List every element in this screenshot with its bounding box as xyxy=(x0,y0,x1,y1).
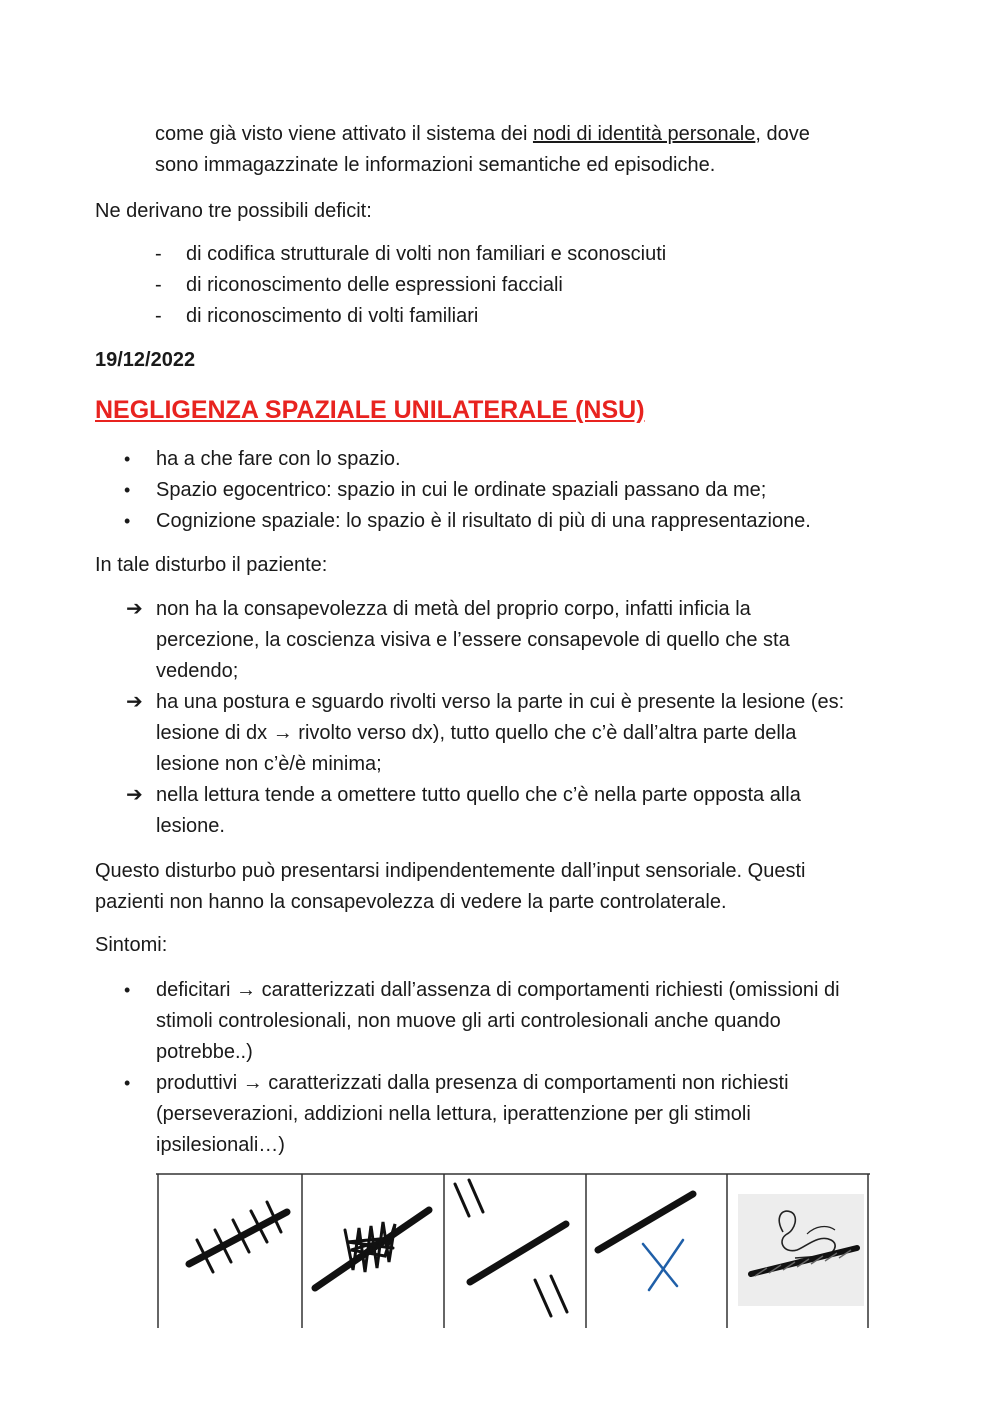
intro-line-1 xyxy=(155,119,810,150)
neglect-examples-figure xyxy=(155,1172,871,1328)
arrow-right-icon: ➔ xyxy=(126,784,143,806)
drawing-sample-example xyxy=(738,1194,864,1306)
list-item: Cognizione spaziale: lo spazio è il risultato di più di una rappresentazione. xyxy=(156,510,811,532)
list-item-line: (perseverazioni, addizioni nella lettura, iperattenzione per gli stimoli xyxy=(156,1103,751,1125)
intro-line-2: sono immagazzinate le informazioni semantiche ed episodiche. xyxy=(155,154,716,176)
list-item-line: ipsilesionali…) xyxy=(156,1134,285,1156)
list-item: Spazio egocentrico: spazio in cui le ordinate spaziali passano da me; xyxy=(156,479,767,501)
dash-marker: - xyxy=(155,305,162,327)
paragraph-line: Questo disturbo può presentarsi indipendentemente dall’input sensoriale. Questi xyxy=(95,860,806,882)
bullet-icon: • xyxy=(124,980,131,1000)
list-item-line: vedendo; xyxy=(156,660,239,682)
list-item-line: potrebbe..) xyxy=(156,1041,253,1063)
list-item-line: nella lettura tende a omettere tutto quello che c’è nella parte opposta alla xyxy=(156,784,801,806)
list-item-line: ha una postura e sguardo rivolti verso la parte in cui è presente la lesione (es: xyxy=(156,691,845,713)
list-item: di riconoscimento di volti familiari xyxy=(186,305,479,327)
bullet-icon: • xyxy=(124,480,131,500)
scribbled-crossing-example xyxy=(315,1210,429,1288)
section-title: NEGLIGENZA SPAZIALE UNILATERALE (NSU) xyxy=(95,396,645,424)
lecture-date: 19/12/2022 xyxy=(95,349,196,371)
list-item-line: deficitari → caratterizzati dall’assenza di comportamenti richiesti (omissioni di xyxy=(156,979,840,1001)
displaced-marks-example xyxy=(455,1180,567,1316)
cross-mark-example xyxy=(598,1194,693,1290)
list-item-line: non ha la consapevolezza di metà del proprio corpo, infatti inficia la xyxy=(156,598,751,620)
list-item-line: produttivi → caratterizzati dalla presenza di comportamenti non richiesti xyxy=(156,1072,789,1094)
arrow-right-icon: ➔ xyxy=(126,598,143,620)
list-item-line: lesione. xyxy=(156,815,225,837)
list-item: di riconoscimento delle espressioni facciali xyxy=(186,274,563,296)
symptoms-intro: Sintomi: xyxy=(95,934,168,956)
perseveration-crossing-example xyxy=(189,1202,287,1272)
list-item: di codifica strutturale di volti non familiari e sconosciuti xyxy=(186,243,667,265)
intro-text-end: , dove xyxy=(755,123,810,145)
bullet-icon: • xyxy=(124,511,131,531)
dash-marker: - xyxy=(155,274,162,296)
intro-text: come già visto viene attivato il sistema dei xyxy=(155,123,533,145)
arrow-right-icon: ➔ xyxy=(126,691,143,713)
patient-intro: In tale disturbo il paziente: xyxy=(95,554,328,576)
bullet-icon: • xyxy=(124,1073,131,1093)
list-item-line: lesione di dx → rivolto verso dx), tutto quello che c’è dall’altra parte della xyxy=(156,722,797,744)
list-item-line: lesione non c’è/è minima; xyxy=(156,753,382,775)
list-item: ha a che fare con lo spazio. xyxy=(156,448,401,470)
list-item-line: percezione, la coscienza visiva e l’essere consapevole di quello che sta xyxy=(156,629,790,651)
bullet-icon: • xyxy=(124,449,131,469)
identity-nodes-term: nodi di identità personale xyxy=(532,123,756,145)
dash-marker: - xyxy=(155,243,162,265)
list-item-line: stimoli controlesionali, non muove gli arti controlesionali anche quando xyxy=(156,1010,781,1032)
paragraph-line: pazienti non hanno la consapevolezza di vedere la parte controlaterale. xyxy=(95,891,727,913)
deficits-intro: Ne derivano tre possibili deficit: xyxy=(95,200,372,222)
